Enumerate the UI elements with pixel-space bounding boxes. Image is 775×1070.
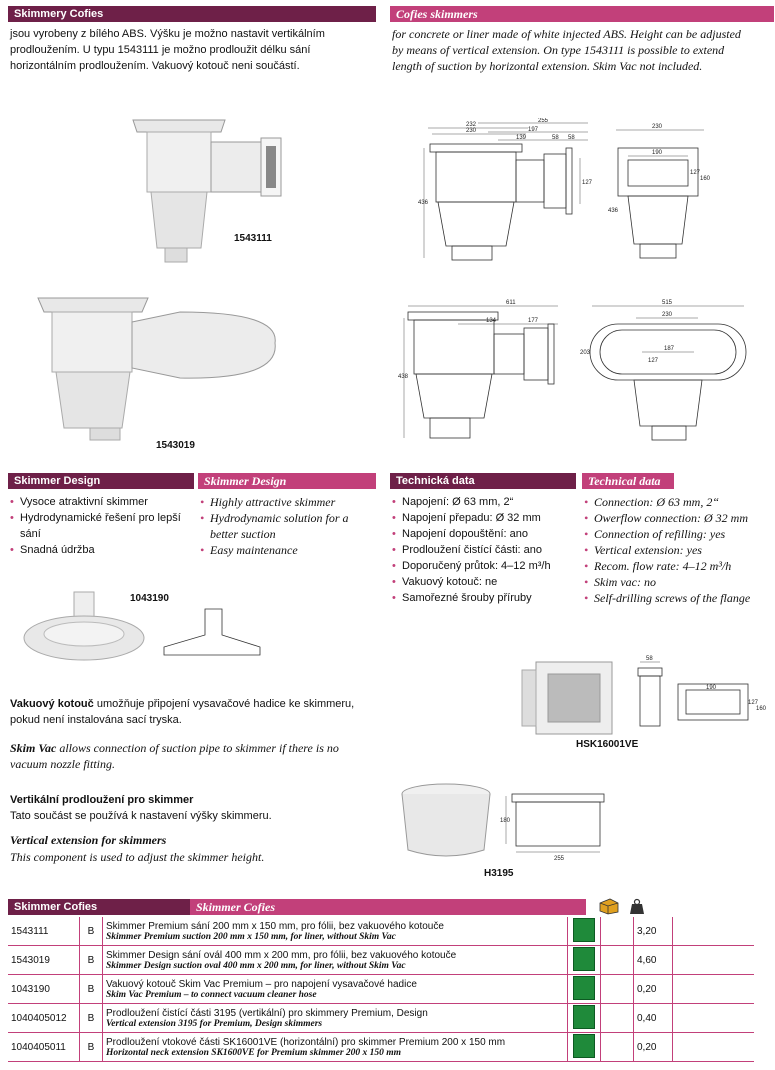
table-header-en: Skimmer Cofies	[190, 899, 586, 915]
dim-177: 177	[528, 318, 539, 324]
empty-cell	[673, 1004, 755, 1033]
dim-160-ext: 160	[756, 706, 766, 712]
empty-cell	[673, 946, 755, 975]
product-category: B	[80, 1033, 103, 1062]
dim-127: 127	[582, 180, 593, 186]
eco-icon	[573, 1034, 595, 1058]
dim-190: 190	[652, 150, 663, 156]
tech-item-en: • Connection of refilling: yes	[582, 526, 767, 542]
tech-item-en: • Vertical extension: yes	[582, 542, 767, 558]
box-cell	[601, 917, 634, 946]
vertical-text-en: This component is used to adjust the skimmer height.	[10, 850, 265, 864]
label-1043190: 1043190	[130, 593, 169, 604]
box-cell	[601, 1004, 634, 1033]
label-1543019: 1543019	[156, 440, 195, 451]
vertical-extension-drawing	[500, 790, 612, 862]
table-row	[8, 1033, 754, 1062]
header-cofies-skimmers: Cofies skimmers	[390, 6, 774, 22]
product-category: B	[80, 917, 103, 946]
dim-58-a: 58	[552, 135, 559, 141]
eco-icon	[573, 918, 595, 942]
product-desc-en: Skimmer Design suction oval 400 mm x 200 mm, for liner, without Skim Vac	[106, 960, 406, 971]
product-code: 1040405011	[8, 1033, 80, 1062]
tech-item-cz: • Napojení: Ø 63 mm, 2“	[390, 494, 580, 510]
box-cell	[601, 946, 634, 975]
product-value: 4,60	[634, 946, 673, 975]
product-description	[103, 975, 568, 1004]
skimmer-1543111-image	[125, 108, 285, 273]
table-header-cz: Skimmer Cofies	[8, 899, 194, 915]
design-item-cz: • Vysoce atraktivní skimmer	[8, 494, 188, 510]
dim-515: 515	[662, 300, 673, 306]
dim-232: 232	[466, 122, 477, 128]
tech-item-cz: • Napojení dopouštění: ano	[390, 526, 580, 542]
horizontal-extension-side-drawing	[630, 654, 670, 734]
vertical-title-cz: Vertikální prodloužení pro skimmer	[10, 794, 194, 806]
box-cell	[601, 1033, 634, 1062]
product-desc-cz: Vakuový kotouč Skim Vac Premium – pro napojení vysavačové hadice	[106, 978, 417, 990]
empty-cell	[673, 1033, 755, 1062]
vacuum-desc-en: allows connection of suction pipe to skimmer if there is no vacuum nozzle fitting.	[10, 741, 339, 771]
product-category: B	[80, 1004, 103, 1033]
product-value: 0,20	[634, 1033, 673, 1062]
dim-127-front: 127	[690, 170, 701, 176]
dim-436: 436	[418, 200, 429, 206]
product-code: 1543111	[8, 917, 80, 946]
tech-item-cz: • Prodloužení čistící části: ano	[390, 542, 580, 558]
tech-item-en: • Self-drilling screws of the flange	[582, 590, 767, 606]
skim-vac-drawing	[160, 605, 270, 660]
vacuum-title-cz: Vakuový kotouč	[10, 698, 94, 710]
design-item-cz: • Hydrodynamické řešení pro lepší sání	[8, 510, 188, 542]
dim-230-front: 230	[652, 124, 663, 130]
product-desc-en: Skim Vac Premium – to connect vacuum cleaner hose	[106, 989, 317, 1000]
product-category: B	[80, 946, 103, 975]
tech-item-en: • Connection: Ø 63 mm, 2“	[582, 494, 767, 510]
product-table	[8, 917, 754, 1062]
vacuum-desc-cz: umožňuje připojení vysavačové hadice ke skimmeru, pokud není instalována sací tryska.	[10, 698, 355, 726]
design-list-cz	[8, 494, 188, 558]
vacuum-title-en: Skim Vac	[10, 741, 57, 755]
dim-139: 139	[516, 135, 527, 141]
tech-item-en: • Recom. flow rate: 4–12 m³/h	[582, 558, 767, 574]
technical-drawing-front-1543111	[608, 122, 713, 267]
product-category: B	[80, 975, 103, 1004]
dim-58-b: 58	[568, 135, 575, 141]
eco-icon	[573, 1005, 595, 1029]
design-item-en: • Highly attractive skimmer	[198, 494, 373, 510]
dim-127-oval: 127	[648, 358, 659, 364]
dim-127-ext: 127	[748, 700, 759, 706]
eco-icon	[573, 947, 595, 971]
dim-230: 230	[466, 128, 477, 134]
table-row	[8, 946, 754, 975]
dim-187: 187	[664, 346, 675, 352]
skimmer-1543019-image	[30, 288, 290, 443]
empty-cell	[673, 975, 755, 1004]
box-cell	[601, 975, 634, 1004]
product-code: 1043190	[8, 975, 80, 1004]
eco-cell	[568, 946, 601, 975]
tech-item-en: • Owerflow connection: Ø 32 mm	[582, 510, 767, 526]
tech-item-cz: • Napojení přepadu: Ø 32 mm	[390, 510, 580, 526]
technical-drawing-front-1543019	[578, 298, 758, 450]
vacuum-text-en	[10, 740, 370, 772]
eco-cell	[568, 1004, 601, 1033]
design-list-en	[198, 494, 373, 558]
design-item-en: • Hydrodynamic solution for a better suction	[198, 510, 373, 542]
product-desc-cz: Prodloužení čistící části 3195 (vertikální) pro skimmery Premium, Design	[106, 1007, 428, 1019]
tech-item-cz: • Samořezné šrouby příruby	[390, 590, 580, 606]
product-desc-cz: Skimmer Premium sání 200 mm x 150 mm, pro fólii, bez vakuového kotouče	[106, 920, 444, 932]
tech-list-cz	[390, 494, 580, 606]
product-desc-cz: Prodloužení vtokové části SK16001VE (horizontální) pro skimmer Premium 200 x 150 mm	[106, 1036, 506, 1048]
product-desc-en: Skimmer Premium suction 200 mm x 150 mm, for liner, without Skim Vac	[106, 931, 396, 942]
product-description	[103, 946, 568, 975]
product-value: 3,20	[634, 917, 673, 946]
header-skimmer-design-en: Skimmer Design	[198, 473, 376, 489]
tech-list-en	[582, 494, 767, 606]
dim-436-front: 436	[608, 208, 619, 214]
header-technicka-data: Technická data	[390, 473, 576, 489]
table-row	[8, 1004, 754, 1033]
table-row	[8, 975, 754, 1004]
vertical-text-cz: Tato součást se používá k nastavení výšky skimmeru.	[10, 810, 272, 822]
weight-icon	[628, 898, 646, 916]
product-code: 1040405012	[8, 1004, 80, 1033]
header-skimmer-design-cz: Skimmer Design	[8, 473, 194, 489]
technical-drawing-side-1543019	[398, 298, 568, 450]
intro-text-cz: jsou vyrobeny z bílého ABS. Výšku je možno nastavit vertikálním prodloužením. U typu 1543111 je možno prodloužit délku sání horizontálním prodloužením. Vakuový kotouč neni součástí.	[10, 28, 325, 72]
design-item-cz: • Snadná údržba	[8, 542, 188, 558]
product-description	[103, 917, 568, 946]
product-value: 0,40	[634, 1004, 673, 1033]
eco-cell	[568, 975, 601, 1004]
product-value: 0,20	[634, 975, 673, 1004]
intro-text-en: for concrete or liner made of white injected ABS. Height can be adjusted by means of vertical extension. On type 1543111 is possible to extend length of suction by horizontal extension. Skim Vac not included.	[392, 27, 741, 73]
eco-cell	[568, 1033, 601, 1062]
technical-drawing-side-1543111	[418, 118, 593, 266]
vacuum-text-cz	[10, 696, 365, 728]
dim-160: 160	[700, 176, 711, 182]
product-description	[103, 1004, 568, 1033]
horizontal-extension-image	[518, 656, 618, 740]
dim-197: 197	[528, 127, 539, 133]
empty-cell	[673, 917, 755, 946]
tech-item-cz: • Vakuový kotouč: ne	[390, 574, 580, 590]
dim-255: 255	[538, 118, 549, 124]
header-skimmery-cofies: Skimmery Cofies	[8, 6, 376, 22]
dim-230-oval: 230	[662, 312, 673, 318]
product-desc-cz: Skimmer Design sání ovál 400 mm x 200 mm, pro fólii, bez vakuového kotouče	[106, 949, 457, 961]
dim-190-ext: 190	[706, 685, 717, 691]
eco-icon	[573, 976, 595, 1000]
dim-438: 438	[398, 374, 409, 380]
product-code: 1543019	[8, 946, 80, 975]
design-item-en: • Easy maintenance	[198, 542, 373, 558]
header-technical-data: Technical data	[582, 473, 674, 489]
label-hsk16001ve: HSK16001VE	[576, 739, 639, 750]
vertical-title-en: Vertical extension for skimmers	[10, 833, 167, 847]
table-row	[8, 917, 754, 946]
dim-611: 611	[506, 300, 516, 306]
product-desc-en: Vertical extension 3195 for Premium, Design skimmers	[106, 1018, 323, 1029]
box-icon	[598, 897, 620, 915]
tech-item-en: • Skim vac: no	[582, 574, 767, 590]
label-1543111: 1543111	[234, 233, 272, 244]
dim-134: 134	[486, 318, 497, 324]
eco-cell	[568, 917, 601, 946]
tech-item-cz: • Doporučený průtok: 4–12 m³/h	[390, 558, 580, 574]
label-h3195: H3195	[484, 868, 514, 879]
vertical-extension-h3195-image	[398, 780, 498, 865]
product-description	[103, 1033, 568, 1062]
horizontal-extension-front-drawing	[674, 678, 766, 728]
product-desc-en: Horizontal neck extension SK1600VE for Premium skimmer 200 x 150 mm	[106, 1047, 402, 1058]
dim-58-ext: 58	[646, 656, 653, 662]
dim-180: 180	[500, 818, 511, 824]
dim-255-ext: 255	[554, 856, 565, 862]
dim-203: 203	[580, 350, 591, 356]
